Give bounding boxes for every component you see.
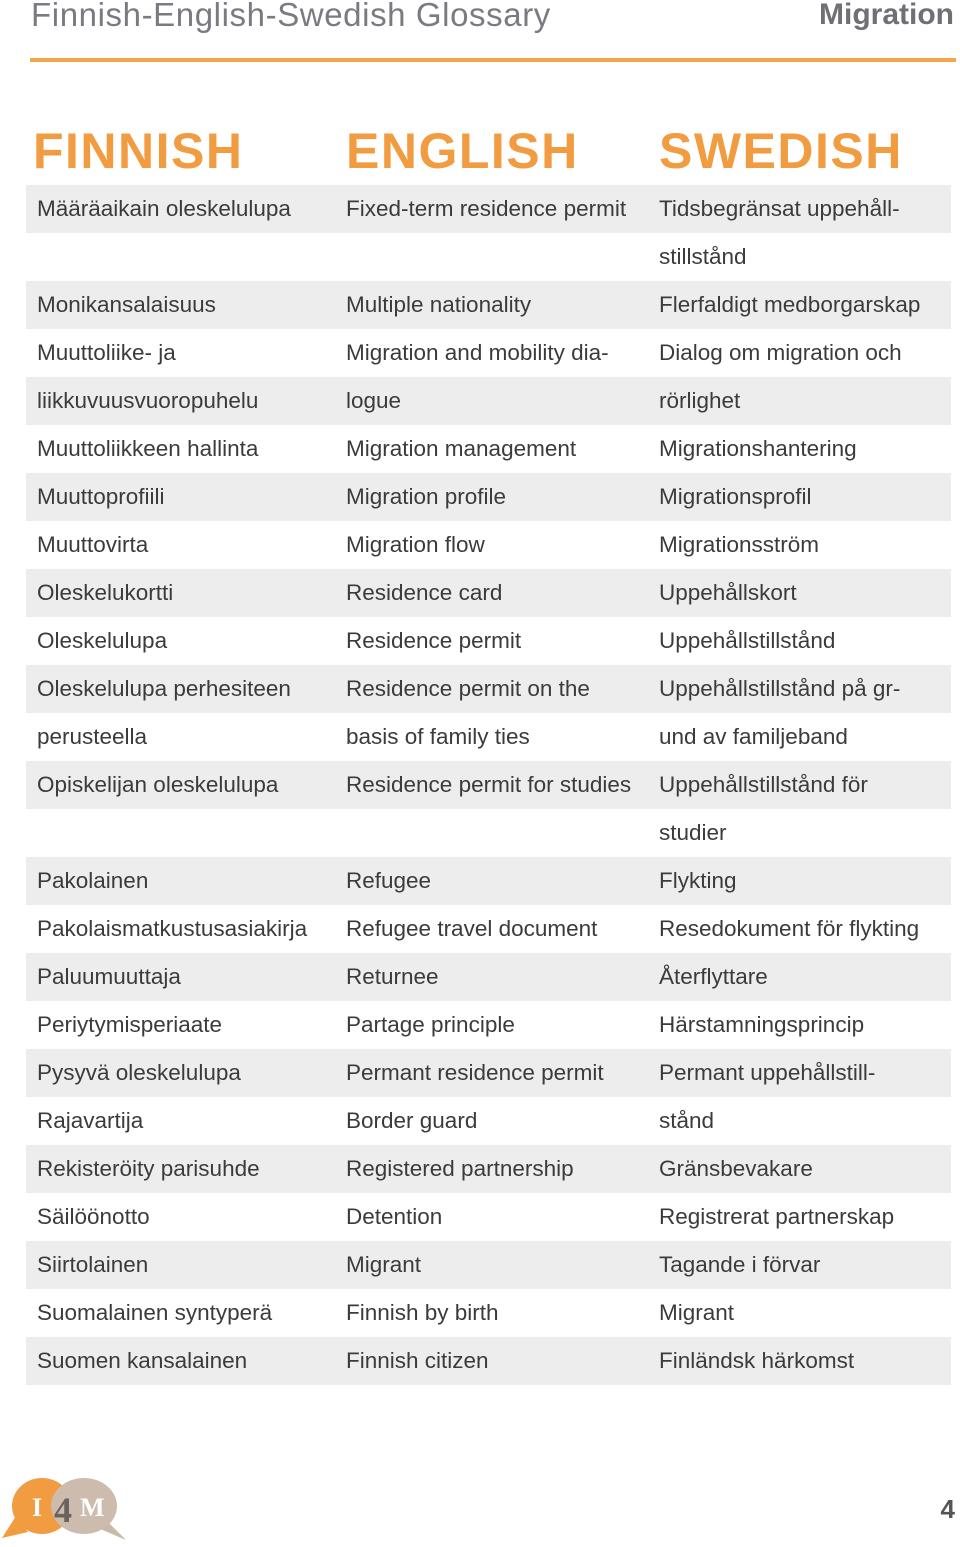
table-row (26, 185, 951, 233)
table-row (26, 617, 951, 665)
section-title: Migration (819, 0, 954, 31)
swedish-term: Tagande i förvar (659, 1252, 821, 1277)
finnish-term: Säilöönotto (37, 1204, 150, 1229)
table-row (26, 1097, 951, 1145)
table-row (26, 761, 951, 809)
finnish-term: perusteella (37, 724, 148, 749)
swedish-term: Finländsk härkomst (659, 1348, 855, 1373)
swedish-term: Permant uppehållstill- (659, 1060, 876, 1085)
swedish-term: Registrerat partnerskap (659, 1204, 895, 1229)
swedish-term: Uppehållstillstånd (659, 628, 836, 653)
table-row (26, 713, 951, 761)
swedish-term: rörlighet (659, 388, 741, 413)
finnish-term: Muuttoliike- ja (37, 340, 176, 365)
page-number: 4 (940, 1494, 955, 1524)
english-term: Migration management (346, 436, 577, 461)
finnish-term: Muuttovirta (37, 532, 149, 557)
finnish-term: Rekisteröity parisuhde (37, 1156, 260, 1181)
english-term: Detention (346, 1204, 443, 1229)
swedish-term: Migrationshantering (659, 436, 857, 461)
table-row (26, 473, 951, 521)
english-term: Residence permit on the (346, 676, 590, 701)
swedish-term: Gränsbevakare (659, 1156, 813, 1181)
english-term: Refugee (346, 868, 432, 893)
finnish-term: Opiskelijan oleskelulupa (37, 772, 279, 797)
swedish-term: stånd (659, 1108, 715, 1133)
header-divider (30, 58, 956, 62)
english-term: Registered partnership (346, 1156, 574, 1181)
finnish-term: Suomen kansalainen (37, 1348, 248, 1373)
table-row (26, 665, 951, 713)
swedish-term: Uppehållstillstånd på gr- (659, 676, 901, 701)
finnish-term: Muuttoliikkeen hallinta (37, 436, 259, 461)
i4m-logo (2, 1476, 128, 1542)
english-term: Multiple nationality (346, 292, 532, 317)
english-term: Partage principle (346, 1012, 515, 1037)
table-row (26, 329, 951, 377)
finnish-term: Määräaikain oleskelulupa (37, 196, 291, 221)
finnish-term: Monikansalaisuus (37, 292, 216, 317)
finnish-term: Oleskelukortti (37, 580, 174, 605)
finnish-term: Pakolaismatkustusasiakirja (37, 916, 308, 941)
column-header-english: ENGLISH (346, 123, 579, 179)
swedish-term: Migrant (659, 1300, 735, 1325)
finnish-term: Suomalainen syntyperä (37, 1300, 273, 1325)
table-row (26, 521, 951, 569)
table-row (26, 1193, 951, 1241)
finnish-term: Rajavartija (37, 1108, 144, 1133)
swedish-term: Uppehållstillstånd för (659, 772, 868, 797)
english-term: Finnish by birth (346, 1300, 499, 1325)
table-row (26, 233, 951, 281)
table-row (26, 377, 951, 425)
svg-text:4: 4 (54, 1490, 72, 1530)
english-term: Migrant (346, 1252, 422, 1277)
swedish-term: Härstamningsprincip (659, 1012, 865, 1037)
english-term: Migration flow (346, 532, 485, 557)
english-term: Residence card (346, 580, 503, 605)
table-row (26, 857, 951, 905)
finnish-term: Oleskelulupa perhesiteen (37, 676, 291, 701)
glossary-table (26, 185, 951, 1385)
table-row (26, 1145, 951, 1193)
english-term: Border guard (346, 1108, 478, 1133)
english-term: Migration and mobility dia- (346, 340, 609, 365)
finnish-term: Oleskelulupa (37, 628, 168, 653)
swedish-term: Uppehållskort (659, 580, 797, 605)
table-row (26, 1241, 951, 1289)
table-row (26, 905, 951, 953)
table-row (26, 1337, 951, 1385)
english-term: Residence permit for studies (346, 772, 632, 797)
table-row (26, 809, 951, 857)
english-term: Permant residence permit (346, 1060, 604, 1085)
table-row (26, 1289, 951, 1337)
table-row (26, 281, 951, 329)
english-term: Fixed-term residence permit (346, 196, 627, 221)
swedish-term: Tidsbegränsat uppehåll- (659, 196, 900, 221)
swedish-term: Flykting (659, 868, 737, 893)
table-row (26, 569, 951, 617)
finnish-term: Siirtolainen (37, 1252, 149, 1277)
swedish-term: Flerfaldigt medborgarskap (659, 292, 921, 317)
swedish-term: und av familjeband (659, 724, 848, 749)
english-term: logue (346, 388, 402, 413)
swedish-term: Dialog om migration och (659, 340, 902, 365)
swedish-term: Migrationsström (659, 532, 820, 557)
english-term: Finnish citizen (346, 1348, 489, 1373)
finnish-term: Pysyvä oleskelulupa (37, 1060, 241, 1085)
swedish-term: Återflyttare (659, 964, 768, 989)
swedish-term: Resedokument för flykting (659, 916, 920, 941)
svg-text:M: M (80, 1493, 105, 1522)
column-header-swedish: SWEDISH (659, 123, 903, 179)
finnish-term: Pakolainen (37, 868, 149, 893)
english-term: Residence permit (346, 628, 522, 653)
svg-text:I: I (32, 1493, 43, 1522)
swedish-term: studier (659, 820, 727, 845)
english-term: basis of family ties (346, 724, 530, 749)
english-term: Refugee travel document (346, 916, 598, 941)
finnish-term: liikkuvuusvuoropuhelu (37, 388, 259, 413)
table-row (26, 425, 951, 473)
table-row (26, 1001, 951, 1049)
finnish-term: Paluumuuttaja (37, 964, 181, 989)
swedish-term: stillstånd (659, 244, 747, 269)
finnish-term: Periytymisperiaate (37, 1012, 223, 1037)
english-term: Returnee (346, 964, 439, 989)
document-title: Finnish-English-Swedish Glossary (31, 0, 551, 33)
column-header-finnish: FINNISH (33, 123, 244, 179)
finnish-term: Muuttoprofiili (37, 484, 165, 509)
swedish-term: Migrationsprofil (659, 484, 812, 509)
table-row (26, 1049, 951, 1097)
table-row (26, 953, 951, 1001)
english-term: Migration profile (346, 484, 507, 509)
